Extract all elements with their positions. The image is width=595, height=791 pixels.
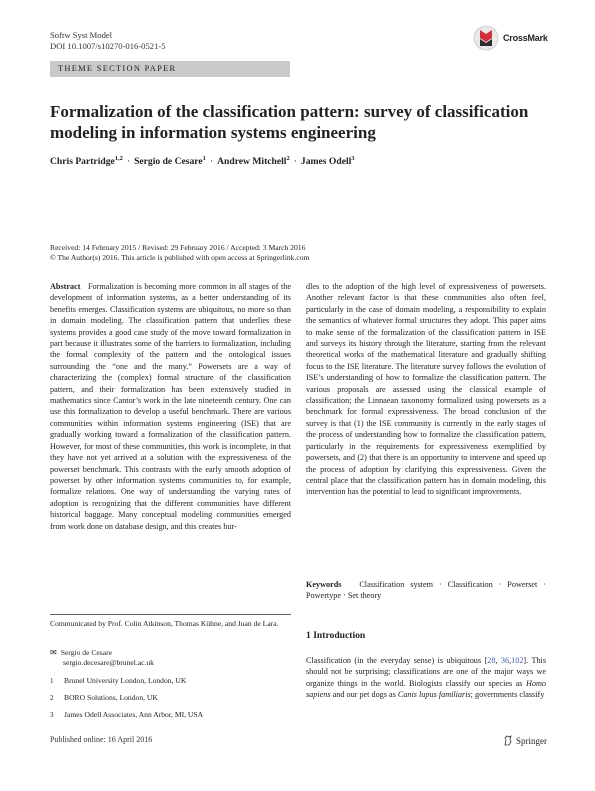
publisher-name: Springer — [516, 735, 547, 746]
author-name[interactable]: Sergio de Cesare — [134, 156, 203, 168]
keywords — [306, 579, 546, 602]
published-online: Published online: 16 April 2016 — [50, 735, 153, 744]
intro-text: ]. This should not be surprising; classifications are one of the major ways we organize things in the world. Biologists classify our species as — [306, 656, 546, 688]
author-affiliation-mark: 1 — [202, 155, 206, 162]
citation-link[interactable]: 102 — [511, 656, 524, 665]
crossmark-label: CrossMark — [503, 33, 548, 43]
author-separator: · — [293, 156, 297, 168]
author-name[interactable]: James Odell — [300, 156, 352, 168]
affiliation-number: 2 — [50, 694, 54, 702]
communicated-note: Communicated by Prof. Colin Atkinson, Thomas Kühne, and Juan de Lara. — [50, 619, 279, 628]
author-name[interactable]: Chris Partridge — [50, 156, 115, 168]
citation-link[interactable]: 28 — [487, 656, 496, 665]
affiliation-text: James Odell Associates, Ann Arbor, MI, USA — [64, 710, 204, 719]
corresponding-email[interactable]: sergio.decesare@brunel.ac.uk — [63, 658, 154, 667]
publisher-logo — [503, 735, 547, 746]
doi: DOI 10.1007/s10270-016-0521-5 — [50, 41, 166, 51]
journal-name: Softw Syst Model — [50, 30, 113, 40]
corresponding-author: Sergio de Cesare — [60, 648, 113, 657]
introduction-paragraph — [306, 655, 546, 701]
section-banner: THEME SECTION PAPER — [50, 61, 290, 77]
citation-separator: , — [495, 656, 501, 665]
keywords-label: Keywords — [306, 580, 342, 589]
author-list — [50, 155, 355, 167]
section-heading-introduction: 1 Introduction — [306, 630, 366, 641]
citation-link[interactable]: 36 — [500, 656, 510, 665]
author-affiliation-mark: 2 — [286, 155, 290, 162]
intro-text: and our pet dogs as — [330, 690, 398, 700]
received-dates: Received: 14 February 2015 / Revised: 29 February 2016 / Accepted: 3 March 2016 — [50, 243, 306, 252]
affiliation — [50, 676, 291, 686]
intro-text: Classification (in the everyday sense) is ubiquitous [ — [306, 656, 488, 665]
author-name[interactable]: Andrew Mitchell — [217, 156, 287, 168]
affiliation — [50, 710, 291, 720]
affiliation-text: BORO Solutions, London, UK — [64, 693, 158, 702]
abstract-text-part1: Formalization is becoming more common in all stages of the development of information systems, as a better understanding of its benefits emerges. Classification systems are ubiquitous, no more so than in domain modeling. The classification pattern that underlies these systems provides a good case study of the move toward formalization in part because it illustrates some of the barriers to formalization, including the formal complexity of the pattern and the ontological issues surrounding the “one and the many.” Powersets are a way of characterizing the (complex) formal structure of the classification pattern, and their formalization has been extensively studied in mathematics since Cantor’s work in the late nineteenth century. One can use this formalization to develop a useful benchmark. There are various communities within information systems engineering (ISE) that are gradually working toward a formalization of the classification pattern. However, for most of these communities, this work is incomplete, in that they have not yet arrived at a solution with the expressiveness of the powerset benchmark. This contrasts with the early smooth adoption of powerset by other information systems communities to, for example, formalize relations. One way of understanding the varying rates of adoption is recognizing that the different communities have different historical baggage. Many conceptual modeling communities emerged from work done on database design, and this creates hur- — [50, 282, 291, 531]
springer-horse-icon — [503, 735, 513, 746]
citation-separator: , — [509, 656, 512, 665]
keywords-text: Classification system · Classification · Powerset · Powertype · Set theory — [306, 580, 546, 601]
author-affiliation-mark: 1,2 — [114, 155, 123, 162]
envelope-icon: ✉ — [50, 648, 57, 657]
footnote-divider — [50, 614, 291, 615]
author-separator: · — [209, 156, 214, 168]
abstract-left-column — [50, 281, 291, 532]
crossmark-badge[interactable] — [473, 25, 563, 51]
crossmark-icon — [473, 25, 499, 51]
author-affiliation-mark: 3 — [351, 155, 355, 162]
affiliation — [50, 693, 291, 703]
intro-text: ; governments classify — [470, 690, 545, 700]
species-name: Homo sapiens — [306, 678, 546, 700]
abstract-right-column: dles to the adoption of the high level of expressiveness of powersets. Another relevant factor is that these communities also often feel, particularly in the case of domain modeling, a responsibility to explain the semantics of whatever formal structures they adopt. This paper aims to make sense of the formalization of the classification pattern in ISE and surveys its history through the literature, starting from the relevant theoretical works of the mathematical literature and gradually shifting focus to the ISE literature. The literature survey follows the evolution of ISE’s understanding of how to formalize the classification pattern. The various proposals are assessed using the classical example of classification; the Linnaean taxonomy formalized using powersets as a benchmark for formal expressiveness. The broad conclusion of the survey is that (1) the ISE community is currently in the early stages of the process of understanding how to formalize the classification pattern, particularly in the requirements for expressiveness exemplified by powersets, and (2) that there is an opportunity to intervene and speed up the process of adoption by clarifying this expressiveness. Given the central place that the classification pattern has in domain modeling, this intervention has the potential to lead to significant improvements. — [306, 282, 546, 497]
paper-title: Formalization of the classification pattern: survey of classification modeling in information systems engineering — [50, 102, 529, 142]
author-separator: · — [126, 156, 131, 168]
affiliation-number: 3 — [50, 711, 54, 719]
license-note: © The Author(s) 2016. This article is published with open access at Springerlink.com — [50, 253, 310, 262]
correspondence — [50, 648, 291, 668]
affiliation-text: Brunel University London, London, UK — [64, 676, 187, 685]
abstract-label: Abstract — [50, 282, 81, 291]
species-name: Canis lupus familiaris — [397, 690, 471, 700]
affiliation-number: 1 — [50, 677, 54, 685]
